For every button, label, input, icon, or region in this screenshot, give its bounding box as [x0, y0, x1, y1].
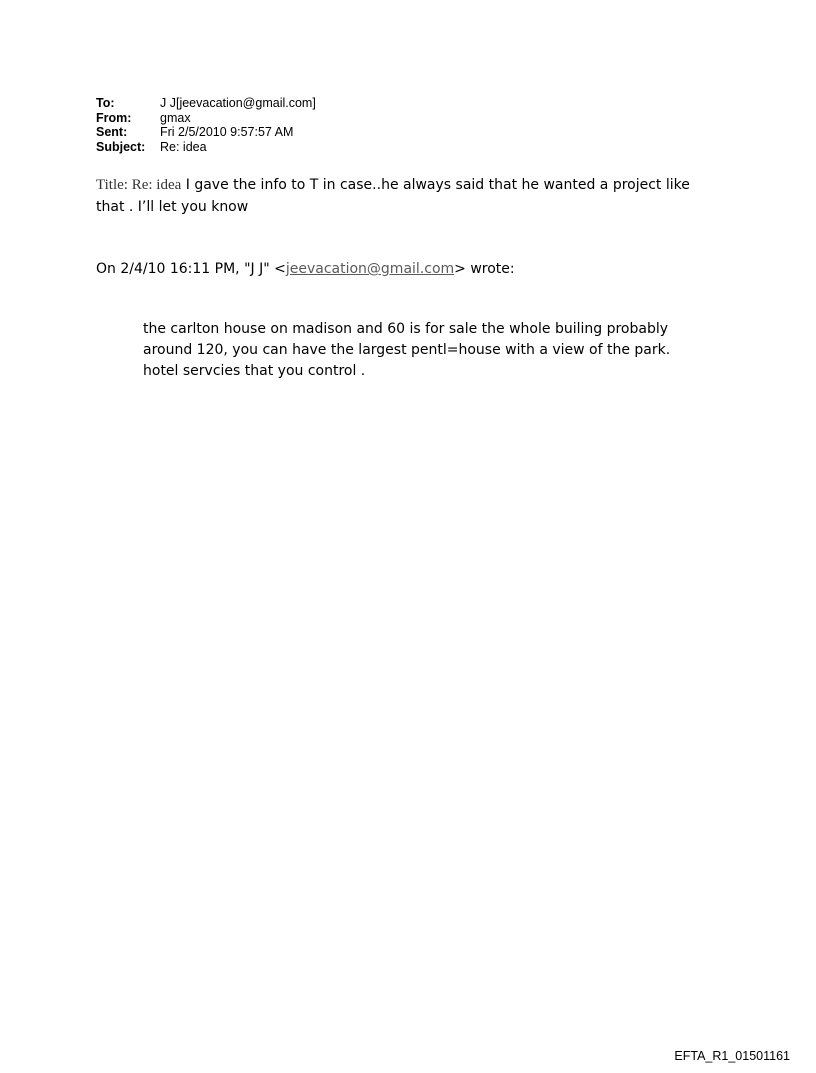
sent-value: Fri 2/5/2010 9:57:57 AM	[160, 125, 294, 139]
from-label: From:	[96, 110, 132, 125]
body-title-prefix: Title: Re: idea	[96, 177, 182, 193]
to-label: To:	[96, 96, 115, 110]
quote-intro-suffix: > wrote:	[454, 261, 515, 277]
header-subject-row	[96, 140, 596, 155]
sent-label: Sent:	[96, 125, 128, 139]
quote-intro	[96, 258, 716, 280]
email-body	[96, 174, 716, 218]
quoted-message: the carlton house on madison and 60 is for sale the whole builing probably around 120, you can have the largest pentl=house with a view of the park. hotel servcies that you control .	[143, 321, 671, 379]
subject-label: Subject:	[96, 139, 146, 154]
body-text: I gave the info to T in case..he always said that he wanted a project like that . I’ll let you know	[96, 177, 690, 215]
quote-intro-prefix: On 2/4/10 16:11 PM, "J J" <	[96, 261, 286, 277]
document-id: EFTA_R1_01501161	[674, 1049, 790, 1063]
header-sent-row	[96, 125, 596, 140]
to-value: J J[jeevacation@gmail.com]	[160, 96, 316, 110]
from-value: gmax	[160, 110, 191, 125]
header-from-row	[96, 111, 596, 126]
header-to-row	[96, 96, 596, 111]
subject-value: Re: idea	[160, 139, 207, 154]
quote-email-link[interactable]: jeevacation@gmail.com	[285, 261, 455, 277]
email-header	[96, 96, 596, 154]
